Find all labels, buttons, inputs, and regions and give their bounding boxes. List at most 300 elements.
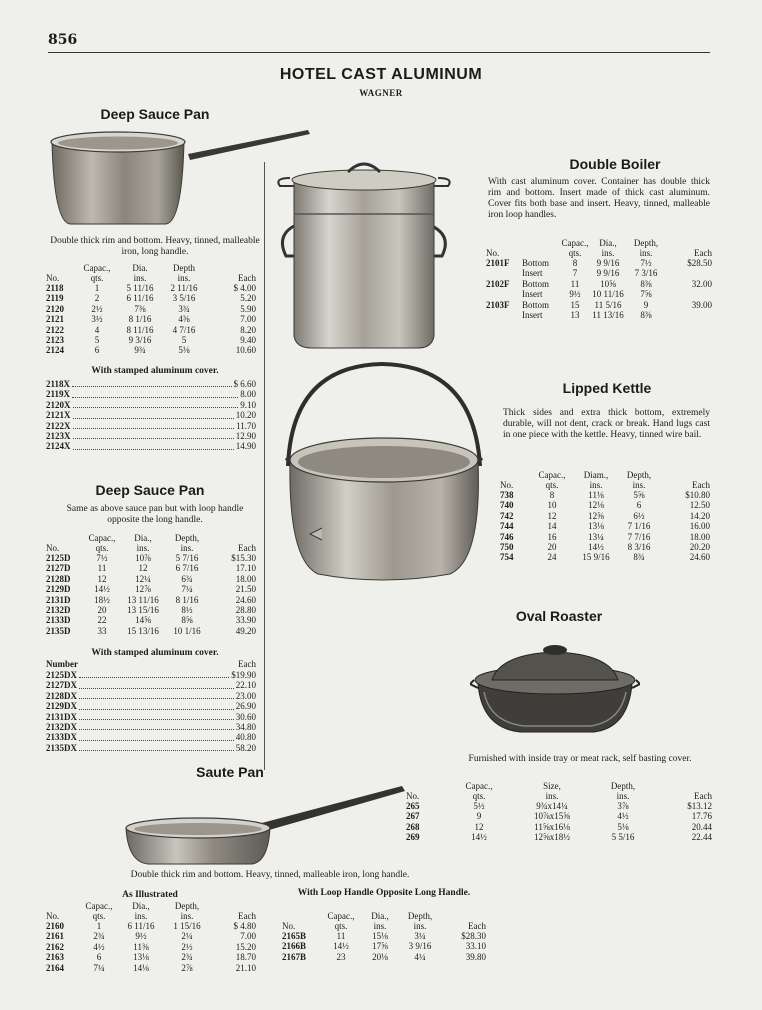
table-cell: 12¼ [135, 573, 151, 584]
oval-roaster-description: Furnished with inside tray or meat rack, self basting cover. [468, 754, 692, 764]
item-number: 2135DX [46, 742, 77, 753]
table-cell: 28.80 [235, 605, 256, 616]
table-cell: 11 [336, 931, 346, 941]
table-cell: 7⅝ [640, 289, 652, 300]
table-cell: 2⅞ [181, 962, 193, 973]
item-price: 58.20 [235, 742, 256, 753]
table-row [486, 258, 712, 268]
table-cell: 8½ [181, 605, 193, 616]
table-cell: 2101F [486, 258, 510, 268]
list-item [46, 441, 256, 451]
table-row [282, 941, 486, 951]
dot-leader [73, 438, 234, 439]
table-row [46, 921, 256, 931]
table-row [46, 595, 256, 605]
table-cell: 4 7/16 [172, 324, 196, 335]
table-cell: 8⅜ [640, 278, 652, 289]
table-row [46, 605, 256, 615]
table-cell: 9¾ [134, 345, 146, 356]
table-cell: 9 [643, 299, 649, 310]
deep-sauce-pan-loop-table: Capac., Dia., Depth, No. qts. ins. ins. Each 2125D 7½ 10⅞ 5 7/16 $15.30 2127D 11 12 6 7/16 17.10 2128D 12 12¼ 6¾ 18.00 2129D 14½ 12⅞ 7¼ 21.50 2131D 18½ 13 11/16 8 1/16 24.60 2132D 20 13 15/16 8½ 28.80 2133D 22 14⅝ 8⅝ 33.90 2135D 33 15 13/16 10 1/16 49.20 [46, 533, 256, 636]
table-cell: 9½ [569, 289, 581, 300]
item-price: 11.70 [236, 420, 256, 431]
table-cell: 5 [94, 335, 100, 346]
table-cell: 10⅞x15⅝ [534, 811, 570, 822]
table-cell: 14 [547, 521, 557, 532]
table-cell: Insert [522, 268, 543, 279]
table-cell: 3 9/16 [408, 941, 432, 952]
table-cell: 14½ [333, 941, 349, 952]
table-cell: 9¾x14¼ [536, 801, 568, 811]
item-number: 2124X [46, 441, 71, 452]
table-cell: 18.00 [235, 573, 256, 584]
table-cell: 16.00 [689, 521, 710, 532]
table-cell: 5 [181, 335, 187, 346]
table-row [406, 801, 712, 811]
table-cell: 12 [474, 821, 484, 832]
table-cell: 12⅞ [135, 584, 151, 595]
table-cell: 15⅛ [372, 931, 388, 941]
table-cell: 14½ [471, 832, 487, 843]
table-cell: 7½ [96, 553, 108, 563]
table-cell: 2122 [46, 324, 64, 335]
col-depth: Depth [173, 263, 195, 273]
table-row [46, 563, 256, 573]
table-cell: 39.00 [691, 299, 712, 310]
table-cell: 11⅛ [588, 490, 604, 500]
table-cell: 2133D [46, 615, 71, 626]
cover-header-row: Number Each [46, 659, 256, 669]
dot-leader [79, 698, 234, 699]
table-cell: 5⅛ [617, 821, 629, 832]
table-cell: 2132D [46, 605, 71, 616]
list-item [46, 680, 256, 690]
table-cell: 17.10 [235, 563, 256, 574]
table-cell: 2167B [282, 951, 307, 962]
table-cell: 7½ [640, 258, 652, 268]
table-cell: 20 [547, 542, 557, 553]
table-row [46, 626, 256, 636]
oval-roaster-heading: Oval Roaster [515, 608, 603, 624]
list-item [46, 670, 256, 680]
table-cell: 15 9/16 [582, 552, 610, 563]
table-row [46, 304, 256, 314]
table-cell: 7⅜ [134, 303, 146, 314]
table-cell: 12⅝ [588, 510, 604, 521]
table-cell: 33.90 [235, 615, 256, 626]
list-item [46, 410, 256, 420]
table-row [486, 289, 712, 299]
list-item [46, 743, 256, 753]
table-cell: 11 [97, 563, 107, 574]
col-dia: Dia. [132, 263, 148, 273]
table-cell: 16 [547, 531, 557, 542]
cover-subheading: With stamped aluminum cover. [91, 366, 219, 376]
table-cell: 2131D [46, 594, 71, 605]
header-rule [48, 52, 710, 53]
table-cell: 5 11/16 [126, 283, 154, 293]
table-cell [486, 289, 522, 299]
oval-roaster-table: Capac., Size, Depth, No. qts. ins. ins. Each 265 5½ 9¾x14¼ 3⅞ $13.12 267 9 10⅞x15⅝ 4½ 17.76 268 12 11⅝x16⅛ 5⅛ 20.44 269 14½ 12⅝x18½ 5 5/16 22.44 [406, 781, 712, 843]
table-cell: 14½ [588, 542, 604, 553]
item-number: 2123X [46, 431, 71, 442]
table-cell: 8 [549, 490, 555, 500]
table-cell: 1 [96, 921, 102, 931]
table-cell: 3⅞ [617, 801, 629, 811]
table-cell: $15.30 [231, 553, 256, 563]
table-cell: 7.00 [240, 314, 256, 325]
table-cell: $28.50 [687, 258, 712, 268]
saute-pan-description: Double thick rim and bottom. Heavy, tinned, malleable iron, long handle. [130, 870, 410, 880]
table-cell: 10 1/16 [173, 625, 201, 636]
list-item [46, 712, 256, 722]
item-number: 2129DX [46, 701, 77, 712]
item-price: 34.80 [235, 722, 256, 733]
table-cell: 6 [636, 500, 642, 511]
table-cell: 8 3/16 [627, 542, 651, 553]
table-cell: 8 1/16 [128, 314, 152, 325]
item-number: 2119X [46, 389, 71, 400]
table-cell: 740 [500, 500, 514, 511]
table-cell: 2¼ [181, 931, 193, 942]
table-cell: 2½ [91, 303, 103, 314]
item-number: 2120X [46, 399, 71, 410]
deep-sauce-pan-description: Double thick rim and bottom. Heavy, tinned, malleable iron, long handle. [50, 236, 260, 257]
table-cell: 4½ [93, 941, 105, 952]
table-cell: 22.44 [691, 832, 712, 843]
table-cell: 14.20 [689, 510, 710, 521]
table-cell: $ 4.00 [233, 283, 256, 293]
cover-price-list [46, 379, 256, 452]
table-cell: 6 11/16 [127, 921, 155, 931]
item-price: 12.90 [235, 431, 256, 442]
list-item [46, 732, 256, 742]
double-boiler-illustration [272, 156, 458, 352]
table-cell: 7 [572, 268, 578, 279]
table-cell: 742 [500, 510, 514, 521]
table-cell: 8 1/16 [175, 594, 199, 605]
table-cell: 12.50 [689, 500, 710, 511]
table-row [46, 314, 256, 324]
table-row [46, 293, 256, 303]
table-cell: 24.60 [689, 552, 710, 563]
table-cell: 14⅝ [135, 615, 151, 626]
table-cell: 15.20 [235, 941, 256, 952]
table-cell: 14⅛ [133, 962, 149, 973]
lipped-kettle-heading: Lipped Kettle [562, 380, 652, 396]
table-cell: 2119 [46, 293, 64, 304]
table-cell: 5 7/16 [175, 553, 199, 563]
dot-leader [72, 397, 238, 398]
table-cell: 13⅛ [588, 521, 604, 532]
table-cell: 20.44 [691, 821, 712, 832]
table-cell: 6 [94, 345, 100, 356]
table-cell: 20⅛ [372, 951, 388, 962]
table-cell: 2162 [46, 941, 64, 952]
table-cell: 2118 [46, 283, 64, 293]
table-row [282, 952, 486, 962]
item-price: 8.00 [240, 389, 256, 400]
table-cell [486, 268, 522, 278]
lipped-kettle-illustration [278, 360, 490, 584]
table-row [46, 942, 256, 952]
table-cell: 744 [500, 521, 514, 532]
table-cell: 4⅜ [178, 314, 190, 325]
table-cell: 2125D [46, 553, 71, 563]
double-boiler-description: With cast aluminum cover. Container has double thick rim and bottom. Insert made of thick cast aluminum. Cover fits both base and insert. Heavy, tinned, malleable iron loop handles. [488, 177, 710, 220]
table-cell: 7 1/16 [627, 521, 651, 532]
table-cell: 2161 [46, 931, 64, 942]
table-cell: 2½ [181, 941, 193, 952]
table-cell: 49.20 [235, 625, 256, 636]
list-item [46, 421, 256, 431]
table-cell: 3¾ [178, 303, 190, 314]
table-cell: 2129D [46, 584, 71, 595]
table-cell: 9 9/16 [596, 268, 620, 279]
table-cell: 33.10 [465, 941, 486, 952]
table-cell: 13¼ [588, 531, 604, 542]
item-number: 2122X [46, 420, 71, 431]
table-cell: 7.00 [240, 931, 256, 942]
table-cell: 2164 [46, 962, 64, 973]
table-cell: 12⅝x18½ [534, 832, 570, 843]
item-price: 40.80 [235, 732, 256, 743]
item-price: 10.20 [235, 410, 256, 421]
table-cell: 4 [94, 324, 100, 335]
table-row [46, 345, 256, 355]
table-row [500, 521, 710, 531]
table-row [46, 335, 256, 345]
table-cell: 15 [570, 299, 580, 310]
table-row [486, 300, 712, 310]
table-row [406, 822, 712, 832]
saute-pan-loop-table: Capac., Dia., Depth, No. qts. ins. ins. Each 2165B 11 15⅛ 3¼ $28.30 2166B 14½ 17⅝ 3 9/16 33.10 2167B 23 20⅛ 4¼ 39.80 [282, 911, 486, 962]
column-divider [264, 162, 265, 770]
table-cell: 2 11/16 [170, 283, 198, 293]
table-cell: 5⅛ [178, 345, 190, 356]
table-cell: 10⅞ [135, 553, 151, 563]
table-cell: 6 7/16 [175, 563, 199, 574]
table-cell: 20.20 [689, 542, 710, 553]
table-cell: 12 [97, 573, 107, 584]
table-cell: 6¾ [181, 573, 193, 584]
deep-sauce-pan-loop-description: Same as above sauce pan but with loop handle opposite the long handle. [66, 504, 244, 525]
table-cell: Insert [522, 289, 543, 300]
table-cell: 2102F [486, 278, 510, 289]
item-price: 9.10 [240, 399, 256, 410]
list-item [46, 701, 256, 711]
dot-leader [79, 740, 234, 741]
table-cell: 2163 [46, 952, 64, 963]
table-row [406, 811, 712, 821]
table-cell: 6 11/16 [126, 293, 154, 304]
table-cell: 32.00 [691, 278, 712, 289]
item-number: 2125DX [46, 670, 77, 680]
table-cell: 265 [406, 801, 420, 811]
table-cell: 8⅜ [640, 310, 652, 321]
deep-sauce-pan-table: Capac., Dia. Depth No. qts. ins. ins. Each 2118 1 5 11/16 2 11/16 $ 4.00 2119 2 6 11/16 3 5/16 5.20 2120 2½ 7⅜ 3¾ 5.90 2121 3½ 8 1/16 4⅜ 7.00 2122 4 8 11/16 4 7/16 8.20 2123 5 9 3/16 5 9.40 2124 6 9¾ 5⅛ 10.60 [46, 263, 256, 356]
table-cell: 12 [138, 563, 148, 574]
table-cell: 6 [96, 952, 102, 963]
table-row [46, 553, 256, 563]
table-cell: 2166B [282, 941, 307, 952]
list-item [46, 691, 256, 701]
dot-leader [73, 407, 239, 408]
table-cell: 8 [572, 258, 578, 268]
table-cell: 39.80 [465, 951, 486, 962]
table-cell: 8.20 [240, 324, 256, 335]
item-price: $ 6.60 [233, 379, 256, 389]
item-price: 22.10 [235, 680, 256, 691]
table-cell: 9 3/16 [128, 335, 152, 346]
table-cell: 6½ [633, 510, 645, 521]
table-cell: 5.90 [240, 303, 256, 314]
table-cell: 750 [500, 542, 514, 553]
table-cell: 269 [406, 832, 420, 843]
table-cell: 33 [97, 625, 107, 636]
table-cell: 24 [547, 552, 557, 563]
table-cell: 754 [500, 552, 514, 563]
table-cell: 8⅝ [181, 615, 193, 626]
table-cell: 18.70 [235, 952, 256, 963]
table-cell: 4½ [617, 811, 629, 822]
table-cell: 7¼ [181, 584, 193, 595]
page-subtitle: WAGNER [359, 88, 403, 98]
double-boiler-table: Capac., Dia., Depth, No. qts. ins. ins. Each 2101F Bottom 8 9 9/16 7½ $28.50 Insert 7 9 9/16 7 3/16 2102F Bottom 11 10⅝ 8⅜ 32.00 Insert 9½ 10 11/16 7⅝ 2103F Bottom 15 11 5/16 9 39.00 Insert 13 11 13/16 8⅜ [486, 238, 712, 321]
table-cell: 2124 [46, 345, 64, 356]
table-row [486, 279, 712, 289]
table-cell: 746 [500, 531, 514, 542]
table-cell: 9½ [135, 931, 147, 942]
dot-leader [79, 688, 234, 689]
saute-pan-illustration [122, 784, 408, 868]
table-cell: 23 [336, 951, 346, 962]
table-row [406, 832, 712, 842]
dot-leader [79, 729, 234, 730]
table-cell: 2¾ [181, 952, 193, 963]
lipped-kettle-description: Thick sides and extra thick bottom, extremely durable, will not dent, crack or break. Hand lugs cast in one piece with the kettle. Heavy, tinned wire bail. [503, 408, 710, 440]
dot-leader [79, 677, 229, 678]
dot-leader [73, 418, 234, 419]
table-cell: 2121 [46, 314, 64, 325]
saute-pan-table: Capac., Dia., Depth, No. qts. ins. ins. Each 2160 1 6 11/16 1 15/16 $ 4.80 2161 2¾ 9½ 2¼ 7.00 2162 4½ 11⅜ 2½ 15.20 2163 6 13⅛ 2¾ 18.70 2164 7¼ 14⅛ 2⅞ 21.10 [46, 901, 256, 973]
table-cell: 22 [97, 615, 107, 626]
double-boiler-heading: Double Boiler [569, 156, 661, 172]
table-cell: 3 5/16 [172, 293, 196, 304]
item-number: 2131DX [46, 711, 77, 722]
table-row [46, 963, 256, 973]
table-cell: 18.00 [689, 531, 710, 542]
table-row [500, 490, 710, 500]
table-cell: 9 [476, 811, 482, 822]
table-cell: 13 11/16 [127, 594, 159, 605]
table-cell: 11⅝x16⅛ [534, 821, 570, 832]
deep-sauce-pan-heading: Deep Sauce Pan [100, 106, 210, 122]
table-cell: 268 [406, 821, 420, 832]
table-cell: 2127D [46, 563, 71, 574]
item-number: 2127DX [46, 680, 77, 691]
item-number: 2118X [46, 379, 71, 389]
table-cell: 5⅝ [633, 490, 645, 500]
dot-leader [79, 719, 234, 720]
item-price: 23.00 [235, 690, 256, 701]
table-cell: 2160 [46, 921, 64, 931]
table-cell [666, 268, 712, 278]
table-cell: $13.12 [687, 801, 712, 811]
dot-leader [79, 750, 234, 751]
table-cell: 13⅛ [133, 952, 149, 963]
table-row [46, 931, 256, 941]
dot-leader [79, 709, 234, 710]
oval-roaster-illustration [470, 640, 640, 738]
table-cell: 1 15/16 [173, 921, 201, 931]
table-row [46, 952, 256, 962]
table-row [486, 268, 712, 278]
table-cell: 11 13/16 [592, 310, 624, 321]
table-row [282, 931, 486, 941]
table-cell: 21.10 [235, 962, 256, 973]
loop-handle-heading: With Loop Handle Opposite Long Handle. [297, 888, 471, 898]
table-cell: 7 3/16 [634, 268, 658, 279]
table-cell: Bottom [522, 258, 550, 268]
table-cell: 9.40 [240, 335, 256, 346]
table-row [500, 500, 710, 510]
table-cell: 8¾ [633, 552, 645, 563]
list-item [46, 389, 256, 399]
item-number: 2121X [46, 410, 71, 421]
table-cell: 1 [94, 283, 100, 293]
table-cell: 2165B [282, 931, 307, 941]
table-cell: 13 [570, 310, 580, 321]
cover-price-list-2 [46, 670, 256, 753]
item-price: 14.90 [235, 441, 256, 452]
deep-sauce-pan-loop-heading: Deep Sauce Pan [95, 482, 205, 498]
table-cell: 24.60 [235, 594, 256, 605]
table-cell: $28.30 [461, 931, 486, 941]
as-illustrated-heading: As Illustrated [122, 890, 178, 900]
table-cell: 11⅜ [133, 941, 149, 952]
table-cell: 267 [406, 811, 420, 822]
dot-leader [72, 386, 231, 387]
table-cell: 2135D [46, 625, 71, 636]
table-cell: 4¼ [414, 951, 426, 962]
saute-pan-heading: Saute Pan [196, 764, 264, 780]
table-row [486, 310, 712, 320]
list-item [46, 722, 256, 732]
item-price: 26.90 [235, 701, 256, 712]
table-cell: 10⅝ [600, 278, 616, 289]
item-number: 2128DX [46, 690, 77, 701]
table-cell: Bottom [522, 278, 550, 289]
table-cell: 8 11/16 [126, 324, 154, 335]
table-cell: 2128D [46, 573, 71, 584]
table-row [46, 574, 256, 584]
table-cell: 17.76 [691, 811, 712, 822]
table-cell: 10.60 [235, 345, 256, 356]
table-cell: 18½ [94, 594, 110, 605]
table-row [46, 283, 256, 293]
page-number: 856 [48, 32, 78, 48]
table-row [46, 325, 256, 335]
dot-leader [73, 449, 234, 450]
table-cell: 10 [547, 500, 557, 511]
dot-leader [73, 428, 235, 429]
table-row [500, 542, 710, 552]
table-row [500, 532, 710, 542]
table-cell: 7¼ [93, 962, 105, 973]
page-title: HOTEL CAST ALUMINUM [279, 66, 483, 83]
list-item [46, 400, 256, 410]
